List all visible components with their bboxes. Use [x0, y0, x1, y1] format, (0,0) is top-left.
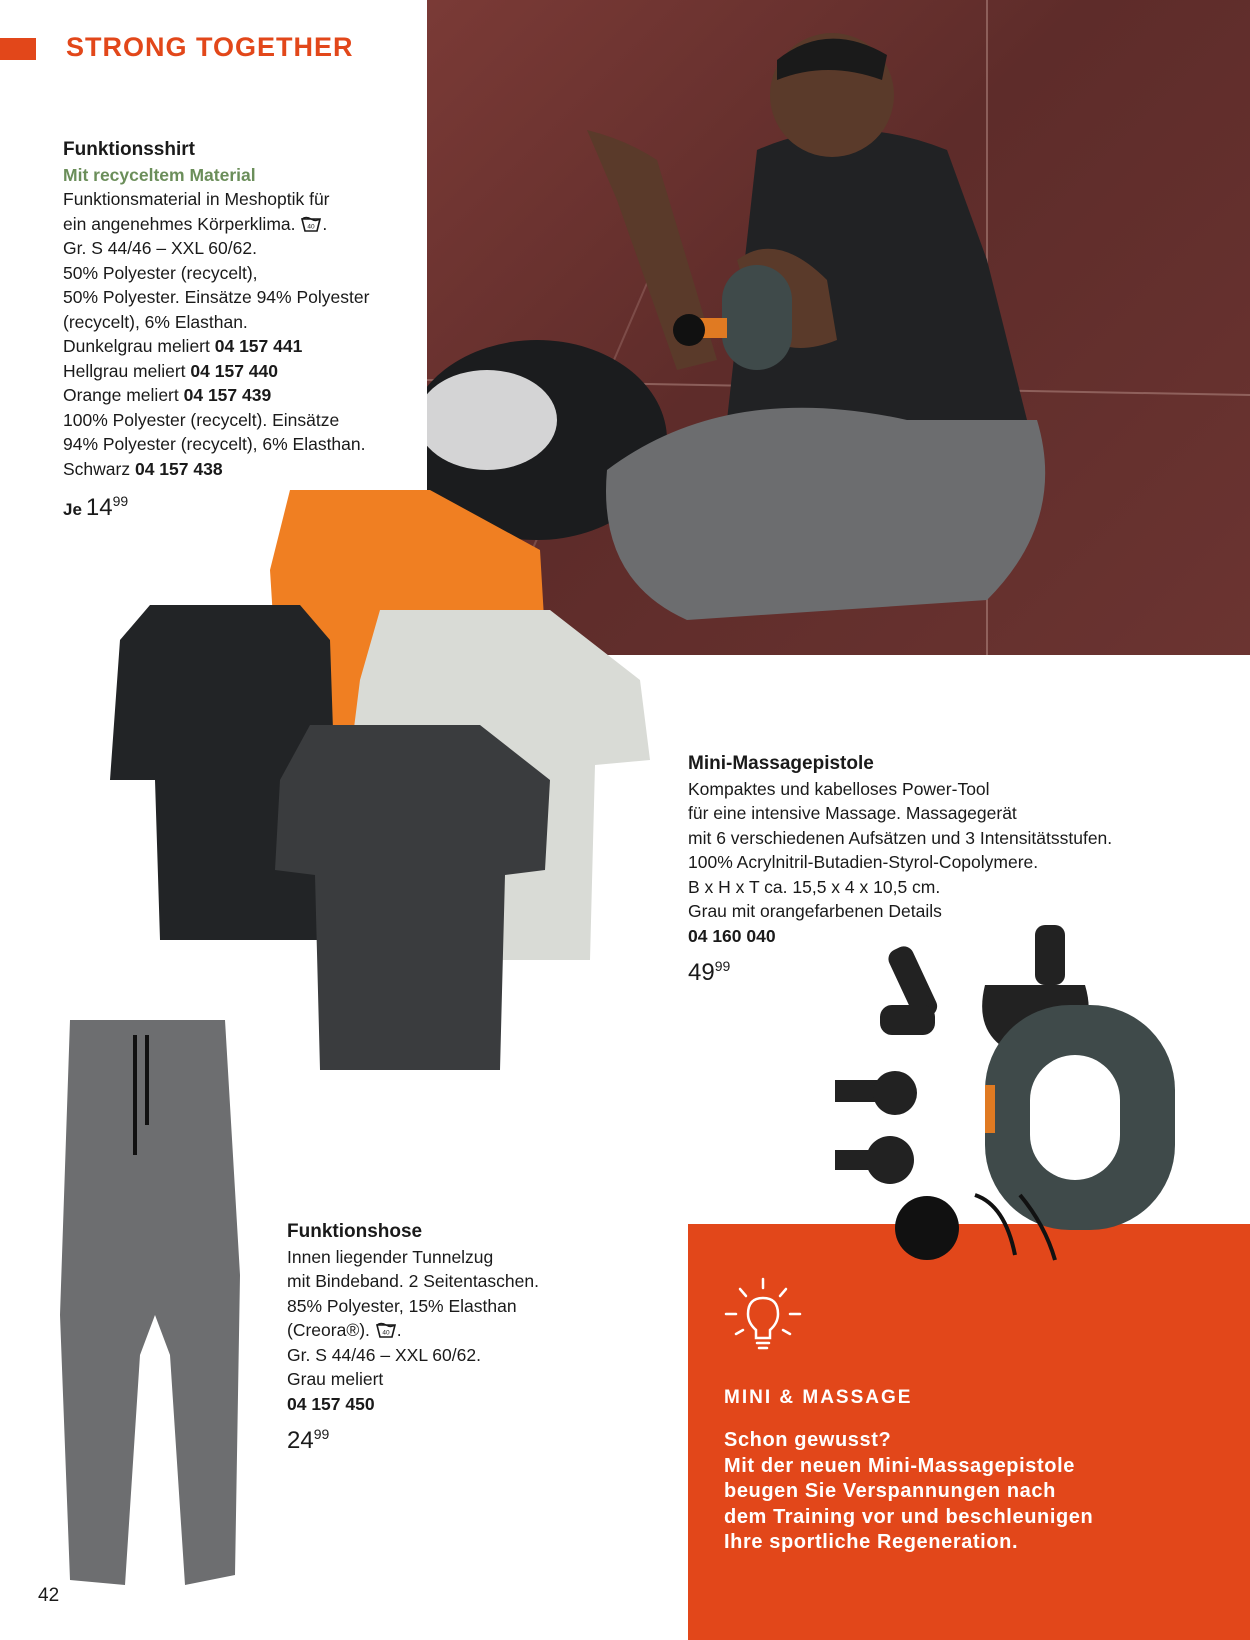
massage-gun-line: Kompaktes und kabelloses Power-Tool [688, 778, 990, 799]
massage-gun-line: für eine intensive Massage. Massagegerät [688, 803, 1017, 823]
pants-title: Funktionshose [287, 1221, 423, 1242]
lightbulb-icon [722, 1276, 804, 1358]
pants-line: 85% Polyester, 15% Elasthan [287, 1295, 517, 1316]
pants-price: $24^{99}$ [287, 1426, 330, 1454]
shirt-line: Funktionsmaterial in Meshoptik für [63, 189, 330, 209]
massage-gun-image [835, 895, 1190, 1285]
shirt-variant: Hellgrau meliert 04 157 440 [63, 360, 279, 381]
massage-gun-title: Mini-Massagepistole [688, 753, 874, 774]
shirt-variant: Schwarz 04 157 438 [63, 458, 223, 479]
shirt-line: ein angenehmes Körperklima. 40 . [63, 213, 328, 234]
shirt-description [63, 138, 369, 523]
info-text: Schon gewusst? Mit der neuen Mini-Massagepistole beugen Sie Verspannungen nach dem Training vor und beschleunigen Ihre sportliche Regeneration. [724, 1429, 1094, 1553]
tshirts-image [110, 480, 660, 1080]
page-title: STRONG TOGETHER [66, 32, 354, 62]
massage-gun-price: $49^{99}$ [688, 958, 731, 986]
pants-line: Grau meliert [287, 1369, 384, 1389]
shirt-subtitle: Mit recyceltem Material [63, 164, 256, 185]
pants-line: Innen liegender Tunnelzug [287, 1246, 494, 1267]
pants-code: 04 157 450 [287, 1393, 375, 1414]
shirt-price: Je $14^{99}$ [63, 493, 129, 521]
shirt-line: 50% Polyester (recycelt), [63, 262, 258, 283]
svg-text:40: 40 [307, 223, 315, 230]
shirt-variant: Orange meliert 04 157 439 [63, 385, 272, 405]
massage-gun-line: B x H x T ca. 15,5 x 4 x 10,5 cm. [688, 876, 941, 897]
shirt-line: (recycelt), 6% Elasthan. [63, 311, 248, 332]
shirt-line: Gr. S 44/46 – XXL 60/62. [63, 238, 257, 258]
svg-text:40: 40 [382, 1329, 390, 1337]
page-number: 42 [38, 1585, 60, 1606]
care-label-icon [375, 1321, 397, 1339]
shirt-title: Funktionsshirt [63, 139, 195, 160]
massage-gun-line: mit 6 verschiedenen Aufsätzen und 3 Intensitätsstufen. [688, 827, 1113, 848]
info-title: MINI & MASSAGE [724, 1387, 913, 1408]
pants-image [55, 1015, 255, 1600]
massage-gun-code: 04 160 040 [688, 925, 776, 946]
pants-line: (Creora®). 40 . [287, 1320, 402, 1340]
shirt-variant: Dunkelgrau meliert 04 157 441 [63, 336, 303, 356]
shirt-line: 50% Polyester. Einsätze 94% Polyester [63, 287, 370, 307]
shirt-line: 100% Polyester (recycelt). Einsätze [63, 409, 340, 430]
care-label-icon [300, 215, 322, 233]
pants-line: mit Bindeband. 2 Seitentaschen. [287, 1271, 539, 1291]
shirt-line: 94% Polyester (recycelt), 6% Elasthan. [63, 434, 366, 454]
massage-gun-line: Grau mit orangefarbenen Details [688, 901, 942, 921]
pants-line: Gr. S 44/46 – XXL 60/62. [287, 1344, 481, 1365]
pants-description [287, 1220, 539, 1455]
massage-gun-line: 100% Acrylnitril-Butadien-Styrol-Copolymere. [688, 852, 1039, 872]
header-accent-bar [0, 38, 36, 60]
